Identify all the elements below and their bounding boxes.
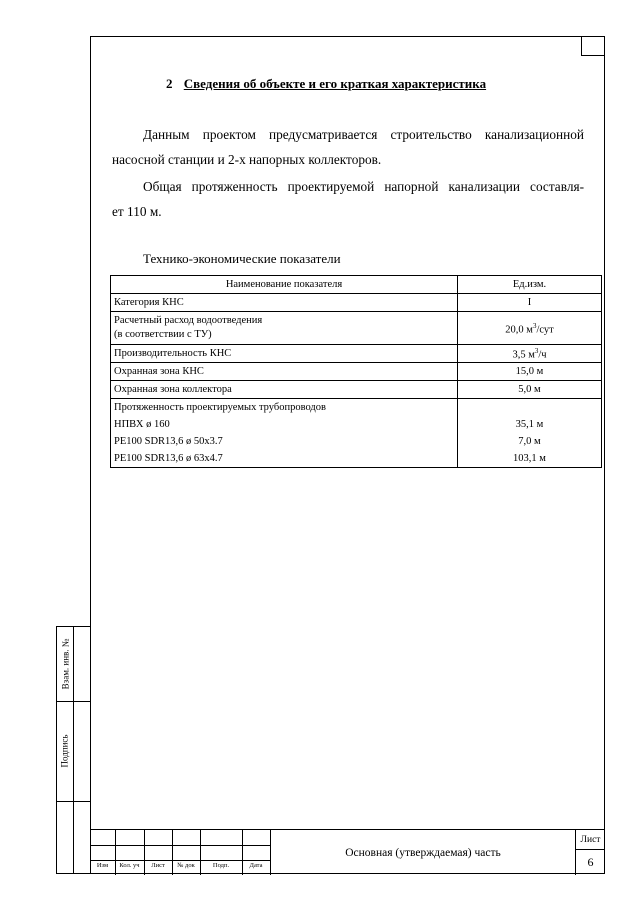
pipe-value: 7,0 м — [518, 436, 541, 447]
pipe-name: PE100 SDR13,6 ø 50x3.7 — [114, 436, 223, 447]
column-label: Лист — [151, 862, 165, 869]
row-name: Категория КНС — [111, 294, 458, 312]
value-superscript: 3 — [532, 321, 537, 330]
corner-box — [581, 36, 605, 56]
paragraph-2-line-1: Общая протяженность проектируемой напорной канализации составля- — [143, 179, 584, 194]
pipes-values — [458, 399, 602, 468]
row-name: Производительность КНС — [111, 345, 458, 363]
value-superscript: 3 — [534, 346, 539, 355]
table-header-unit: Ед.изм. — [458, 276, 602, 294]
column-label: Дата — [249, 862, 263, 869]
grid-line — [90, 860, 270, 861]
row-name: Охранная зона коллектора — [111, 381, 458, 399]
sheet-label: Лист — [576, 830, 605, 850]
row-value: 15,0 м — [458, 363, 602, 381]
section-number: 2 — [166, 76, 173, 91]
row-value: 5,0 м — [458, 381, 602, 399]
pipe-value: 103,1 м — [513, 453, 546, 464]
indicators-table — [110, 275, 602, 468]
row-name-line-2: (в соответствии с ТУ) — [114, 329, 212, 340]
side-stamp-row-divider — [57, 801, 90, 802]
side-stamp-divider — [73, 627, 74, 873]
table-row-pipes — [111, 399, 602, 468]
grid-line — [90, 845, 270, 846]
title-block — [90, 829, 605, 874]
pipe-value: 35,1 м — [515, 419, 544, 430]
pipe-name: НПВХ ø 160 — [114, 419, 170, 430]
column-label: № док — [177, 862, 195, 869]
title-block-grid — [90, 830, 270, 875]
row-name-line-1: Расчетный расход водоотведения — [114, 315, 263, 326]
pipes-names — [111, 399, 458, 468]
sheet-cell — [575, 830, 605, 875]
paragraph-2 — [112, 174, 584, 224]
row-name: Охранная зона КНС — [111, 363, 458, 381]
side-stamp-text: Взам. инв. № — [60, 638, 70, 690]
row-value: I — [458, 294, 602, 312]
side-stamp-label-replacement — [57, 627, 73, 701]
table-row — [111, 381, 602, 399]
value-number: 20,0 м — [505, 324, 533, 336]
row-value — [458, 345, 602, 363]
row-value — [458, 312, 602, 345]
side-stamp — [56, 626, 91, 874]
table-row — [111, 345, 602, 363]
table-row — [111, 312, 602, 345]
table-header-name: Наименование показателя — [111, 276, 458, 294]
table-row — [111, 363, 602, 381]
table-row — [111, 294, 602, 312]
pipes-heading: Протяженность проектируемых трубопроводов — [114, 402, 326, 413]
column-label: Кол. уч — [119, 862, 140, 869]
sheet-number: 6 — [587, 854, 594, 869]
table-caption: Технико-экономические показатели — [143, 251, 341, 266]
section-title: Сведения об объекте и его краткая характеристика — [183, 76, 487, 91]
row-name — [111, 312, 458, 345]
paragraph-1-line-2: насосной станции и 2-х напорных коллекторов. — [112, 152, 382, 167]
paragraph-1 — [112, 122, 584, 172]
pipe-name: PE100 SDR13,6 ø 63x4.7 — [114, 453, 223, 464]
paragraph-2-line-2: ет 110 м. — [112, 204, 162, 219]
side-stamp-text: Подпись — [60, 734, 70, 768]
value-suffix: /ч — [538, 349, 547, 361]
value-suffix: /сут — [536, 324, 554, 336]
section-heading — [166, 76, 486, 92]
column-label: Изм — [96, 862, 109, 869]
column-label: Подп. — [212, 862, 230, 869]
value-number: 3,5 м — [512, 349, 535, 361]
paragraph-1-line-1: Данным проектом предусматривается строительство канализационной — [143, 127, 584, 142]
side-stamp-label-signature — [57, 701, 73, 801]
document-title: Основная (утверждаемая) часть — [270, 830, 575, 875]
